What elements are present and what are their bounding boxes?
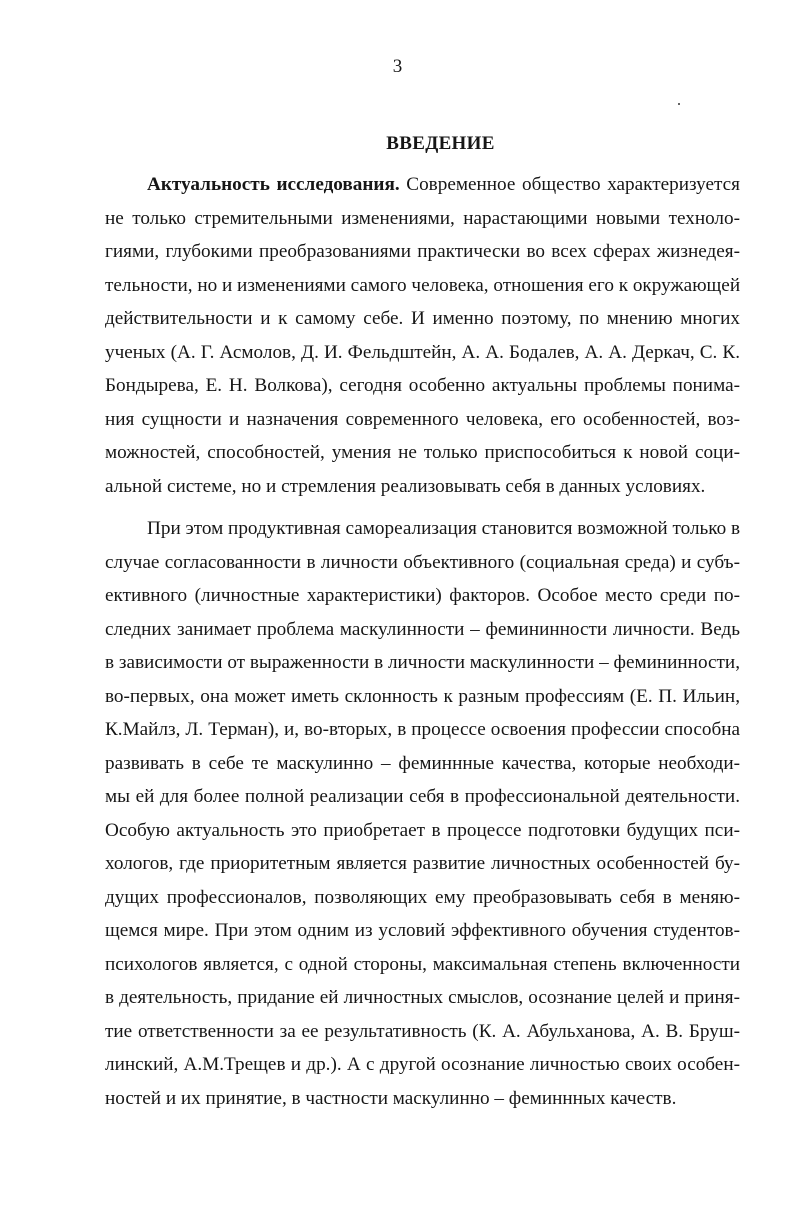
paragraph-line: хологов, где приоритетным является развитие личностных особенностей бу- xyxy=(105,853,740,874)
paragraph-line: в деятельность, придание ей личностных смыслов, осознание целей и приня- xyxy=(105,987,740,1008)
scan-speck xyxy=(678,103,680,105)
paragraph-line: тие ответственности за ее результативность (К. А. Абульханова, А. В. Бруш- xyxy=(105,1020,740,1042)
paragraph-line: во-первых, она может иметь склонность к разным профессиям (Е. П. Ильин, xyxy=(105,685,740,707)
section-heading: ВВЕДЕНИЕ xyxy=(386,133,495,154)
paragraph-line: Бондырева, Е. Н. Волкова), сегодня особенно актуальны проблемы понима- xyxy=(105,375,740,396)
paragraph-line: психологов является, с одной стороны, максимальная степень включенности xyxy=(105,953,740,975)
paragraph-line: альной системе, но и стремления реализовывать себя в данных условиях. xyxy=(105,475,706,497)
paragraph-line: гиями, глубокими преобразованиями практически во всех сферах жизнедея- xyxy=(105,241,740,262)
paragraph-line: можностей, способностей, умения не только приспособиться к новой соци- xyxy=(105,442,740,463)
paragraph-line: не только стремительными изменениями, нарастающими новыми техноло- xyxy=(105,207,740,229)
paragraph-line: При этом продуктивная самореализация становится возможной только в xyxy=(147,518,741,539)
paragraph-line: К.Майлз, Л. Терман), и, во-вторых, в процессе освоения профессии способна xyxy=(105,719,740,740)
paragraph-line: ективного (личностные характеристики) факторов. Особое место среди по- xyxy=(105,585,740,606)
paragraph-line: развивать в себе те маскулинно – феминнные качества, которые необходи- xyxy=(105,752,740,774)
paragraph-line: случае согласованности в личности объективного (социальная среда) и субъ- xyxy=(105,551,740,573)
paragraph-line: линский, А.М.Трещев и др.). А с другой осознание личностью своих особен- xyxy=(105,1054,740,1075)
paragraph-line: мы ей для более полной реализации себя в профессиональной деятельности. xyxy=(105,786,740,807)
paragraph-lead: Актуальность исследования. xyxy=(147,174,400,195)
paragraph-line: тельности, но и изменениями самого человека, отношения его к окружающей xyxy=(105,274,741,296)
paragraph-line: дущих профессионалов, позволяющих ему преобразовывать себя в меняю- xyxy=(105,886,740,908)
paragraph-line: щемся мире. При этом одним из условий эффективного обучения студентов- xyxy=(105,920,740,941)
paragraph-line: ученых (А. Г. Асмолов, Д. И. Фельдштейн, А. А. Бодалев, А. А. Деркач, С. К. xyxy=(105,341,740,363)
paragraph-line: следних занимает проблема маскулинности – фемининности личности. Ведь xyxy=(105,618,740,640)
paragraph-line: Особую актуальность это приобретает в процессе подготовки будущих пси- xyxy=(105,819,740,841)
paragraph-line: ностей и их принятие, в частности маскулинно – феминнных качеств. xyxy=(105,1087,677,1109)
paragraph-line: действительности и к самому себе. И именно поэтому, по мнению многих xyxy=(105,308,740,329)
page-number: 3 xyxy=(392,56,403,77)
paragraph-line xyxy=(147,168,740,202)
paragraph-line: в зависимости от выраженности в личности маскулинности – фемининности, xyxy=(105,652,740,673)
paragraph-line: ния сущности и назначения современного человека, его особенностей, воз- xyxy=(105,408,740,430)
paragraph-line-text: Современное общество характеризуется xyxy=(399,174,740,195)
